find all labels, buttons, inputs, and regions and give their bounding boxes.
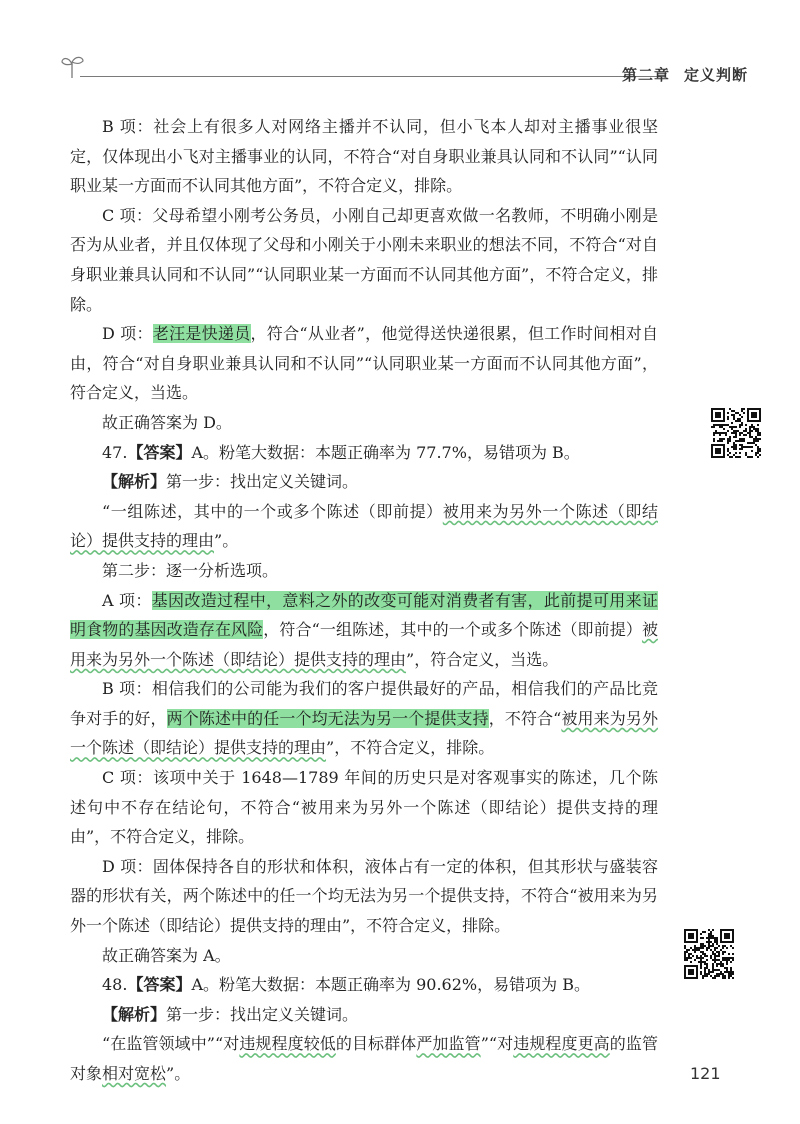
section-title: 定义判断 [683,66,748,84]
header-chapter-title [608,64,748,85]
highlighted-text: 老汪是快递员 [152,324,251,344]
text-run: ”。 [214,531,239,551]
paragraph [70,1029,658,1088]
paragraph [70,408,658,438]
text-run: C 项：该项中关于 1648—1789 年间的历史只是对客观事实的陈述，几个陈述句中不存在结论句，不符合“被用来为另外一个陈述（即结论）提供支持的理由”，不符合定义，排除。 [70,768,658,847]
text-run: C 项：父母希望小刚考公务员，小刚自己却更喜欢做一名教师，不明确小刚是否为从业者，并且仅体现了父母和小刚关于小刚未来职业的想法不同，不符合“对自身职业兼具认同和不认同”“认同职业某一方面而不认同其他方面”，不符合定义，排除。 [70,205,658,314]
paragraph [70,852,658,941]
underlined-keyword: 被用来为另外一个陈述（即结论）提供支持的理由 [70,620,658,669]
paragraph [70,556,658,586]
text-run: “在监管领域中”“对 [102,1034,240,1054]
bold-label: 【解析】 [102,1004,167,1024]
paragraph [70,763,658,852]
underlined-keyword: 被用来为另外一个陈述（即结论）提供支持的理由 [70,708,658,758]
text-run: A 项： [102,590,152,610]
text-run: 第一步：找出定义关键词。 [166,1004,359,1024]
running-header [58,52,748,88]
text-run: ”“对 [480,1034,514,1054]
text-run: D 项： [102,324,153,344]
paragraph [70,674,658,763]
underlined-keyword: 被用来为另外一个陈述（即结论）提供支持的理由 [70,501,658,551]
body-text [70,112,658,1089]
paragraph [70,201,658,319]
underlined-keyword: 违规程度较低 [239,1034,336,1054]
page-number: 121 [690,1064,721,1083]
paragraph [70,586,658,675]
text-run: A。粉笔大数据：本题正确率为 90.62%，易错项为 B。 [191,975,590,995]
bold-label: 【解析】 [102,472,167,492]
text-run: ”，不符合定义，排除。 [326,738,495,758]
text-run: 的监管对象 [70,1034,658,1083]
text-run: B 项：社会上有很多人对网络主播并不认同，但小飞本人却对主播事业很坚定，仅体现出小飞对主播事业的认同，不符合“对自身职业兼具认同和不认同”“认同职业某一方面而不认同其他方面”，不符合定义，排除。 [70,117,658,196]
chapter-label: 第二章 [621,66,670,84]
underlined-keyword: 违规程度更高 [513,1034,610,1054]
underlined-keyword: 相对宽松 [102,1064,167,1083]
text-run: ”，符合定义，当选。 [406,649,559,669]
highlighted-text: 基因改造过程中，意料之外的改变可能对消费者有害，此前提可用来证明食物的基因改造存在风险 [70,590,658,640]
paragraph [70,497,658,556]
text-run: 的目标群体 [335,1034,417,1054]
bold-label: 【答案】 [127,442,192,462]
leaf-icon [58,52,88,82]
paragraph [70,467,658,497]
qr-code-icon[interactable] [711,408,761,458]
text-run: ，符合“一组陈述，其中的一个或多个陈述（即前提） [263,620,642,640]
text-run: ，不符合“ [488,708,562,728]
text-run: 48. [102,975,128,995]
text-run: 47. [102,442,128,462]
text-run: ，符合“从业者”，他觉得送快递很累，但工作时间相对自由，符合“对自身职业兼具认同和不认同”“认同职业某一方面而不认同其他方面”，符合定义，当选。 [70,324,658,403]
paragraph [70,438,658,468]
text-run: 故正确答案为 A。 [102,945,231,965]
text-run: 第二步：逐一分析选项。 [102,560,279,580]
paragraph [70,112,658,201]
paragraph [70,1000,658,1030]
highlighted-text: 两个陈述中的任一个均无法为另一个提供支持 [166,708,489,728]
text-run: D 项：固体保持各自的形状和体积，液体占有一定的体积，但其形状与盛装容器的形状有关，两个陈述中的任一个均无法为另一个提供支持，不符合“被用来为另外一个陈述（即结论）提供支持的理由”，不符合定义，排除。 [70,856,658,936]
text-run: 故正确答案为 D。 [102,412,232,432]
text-run: B 项：相信我们的公司能为我们的客户提供最好的产品，相信我们的产品比竞争对手的好， [70,679,658,728]
paragraph [70,941,658,971]
text-run: “一组陈述，其中的一个或多个陈述（即前提） [102,501,443,521]
bold-label: 【答案】 [127,975,192,995]
text-run: 第一步：找出定义关键词。 [166,472,359,492]
paragraph [70,319,658,408]
header-rule [80,76,662,77]
text-run: ”。 [166,1064,191,1083]
paragraph [70,970,658,1000]
underlined-keyword: 严加监管 [416,1034,481,1054]
text-run: A。粉笔大数据：本题正确率为 77.7%，易错项为 B。 [191,442,580,462]
qr-code-icon[interactable] [684,929,734,979]
